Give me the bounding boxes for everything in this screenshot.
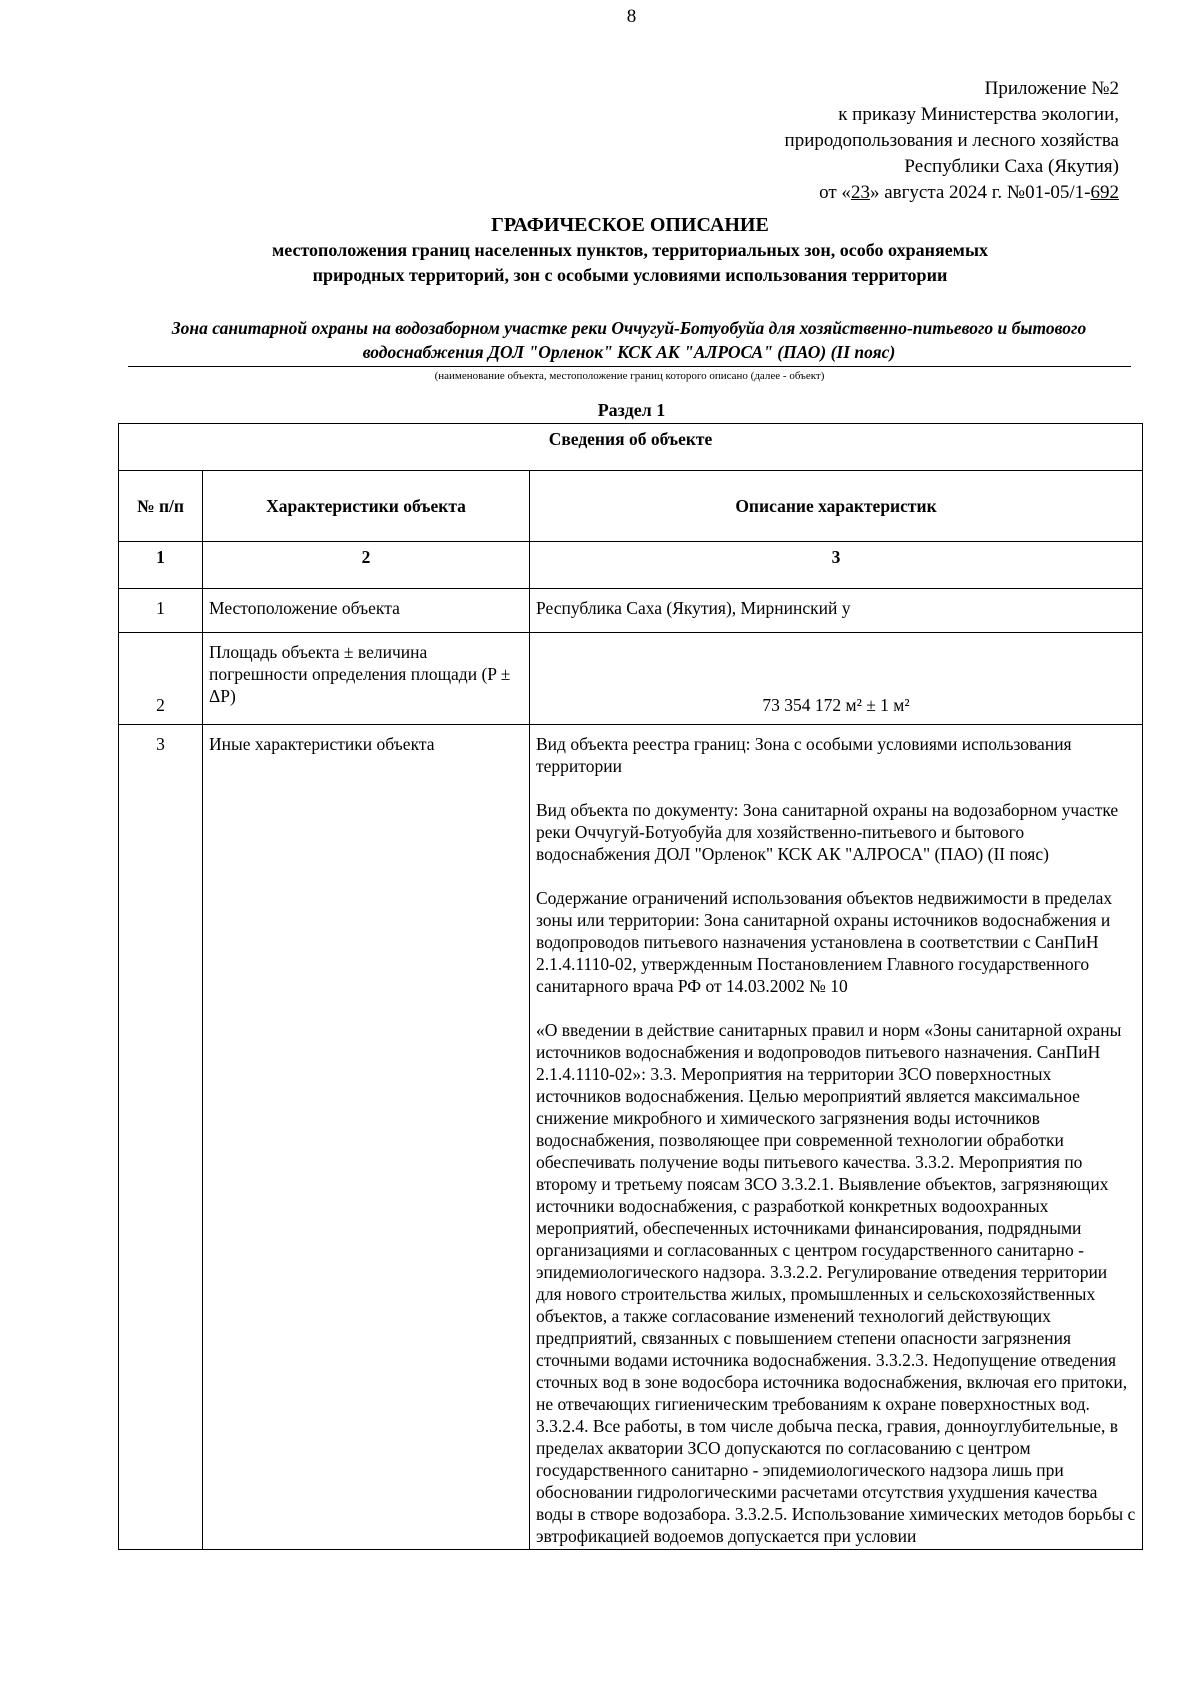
header-characteristic: Характеристики объекта [203, 471, 530, 542]
date-day: 23 [850, 182, 870, 203]
table-caption-row [119, 424, 1143, 471]
row-number: 2 [119, 633, 203, 725]
order-date-line [785, 180, 1119, 206]
row-description: Республика Саха (Якутия), Мирнинский у [530, 589, 1143, 633]
order-number: 692 [1090, 182, 1119, 203]
description-paragraph: «О введении в действие санитарных правил и норм «Зоны санитарной охраны источников водоснабжения и водопроводов питьевого назначения. СанПиН 2.1.4.1110-02»: 3.3. Мероприятия на территории ЗСО поверхностных источников водоснабжения. Целью мероприятий является максимальное снижение микробного и химического загрязнения воды источников водоснабжения, позволяющее при современной технологии обработки обеспечивать получение воды питьевого качества. 3.3.2. Мероприятия по второму и третьему поясам ЗСО 3.3.2.1. Выявление объектов, загрязняющих источники водоснабжения, с разработкой конкретных водоохранных мероприятий, обеспеченных источниками финансирования, подрядными организациями и согласованных с центром государственного санитарно - эпидемиологического надзора. 3.3.2.2. Регулирование отведения территории для нового строительства жилых, промышленных и сельскохозяйственных объектов, а также согласование изменений технологий действующих предприятий, связанных с повышением степени опасности загрязнения сточными водами источника водоснабжения. 3.3.2.3. Недопущение отведения сточных вод в зоне водосбора источника водоснабжения, включая его притоки, не отвечающих гигиеническим требованиям к охране поверхностных вод. 3.3.2.4. Все работы, в том числе добыча песка, гравия, донноуглубительные, в пределах акватории ЗСО допускаются по согласованию с центром государственного санитарно - эпидемиологического надзора лишь при обосновании гидрологическими расчетами отсутствия ухудшения качества воды в створе водозабора. 3.3.2.5. Использование химических методов борьбы с эвтрофикацией водоемов допускается при условии [536, 1020, 1136, 1546]
table-header-row [119, 471, 1143, 542]
column-number: 3 [530, 542, 1143, 589]
title-subtitle: местоположения границ населенных пунктов, территориальных зон, особо охраняемых природных территорий, зон с особыми условиями использования территории [271, 240, 988, 285]
appendix-line: природопользования и лесного хозяйства [784, 130, 1119, 151]
date-middle: » августа 2024 г. №01-05/1- [869, 182, 1091, 203]
row-characteristic: Иные характеристики объекта [203, 725, 530, 1550]
appendix-header [785, 76, 1119, 206]
header-number: № п/п [119, 471, 203, 542]
table-row [119, 589, 1143, 633]
table-caption: Сведения об объекте [119, 424, 1143, 471]
appendix-line: к приказу Министерства экологии, [838, 104, 1119, 125]
description-paragraph: Вид объекта по документу: Зона санитарной охраны на водозаборном участке реки Оччугуй-Ботуобуйа для хозяйственно-питьевого и бытового водоснабжения ДОЛ "Орленок" КСК АК "АЛРОСА" (ПАО) (II пояс) [536, 800, 1119, 864]
header-description: Описание характеристик [530, 471, 1143, 542]
column-number-row [119, 542, 1143, 589]
appendix-line: Республики Саха (Якутия) [904, 156, 1119, 177]
title-main: ГРАФИЧЕСКОЕ ОПИСАНИЕ [491, 214, 769, 236]
column-number: 2 [203, 542, 530, 589]
table-row [119, 633, 1143, 725]
row-number: 1 [119, 589, 203, 633]
object-name: Зона санитарной охраны на водозаборном участке реки Оччугуй-Ботуобуйа для хозяйственно-питьевого и бытового водоснабжения ДОЛ "Орленок" КСК АК "АЛРОСА" (ПАО) (II пояс) [171, 318, 1087, 362]
object-name-caption: (наименование объекта, местоположение границ которого описано (далее - объект) [434, 370, 825, 382]
row-description: 73 354 172 м² ± 1 м² [530, 633, 1143, 725]
section-title: Раздел 1 [597, 400, 666, 420]
description-paragraph: Вид объекта реестра границ: Зона с особыми условиями использования территории [536, 734, 1072, 776]
page-number: 8 [626, 6, 637, 27]
document-title [130, 212, 1130, 288]
row-description [530, 725, 1143, 1550]
date-prefix: от « [819, 182, 851, 203]
object-info-table [118, 423, 1143, 1550]
object-name-underline [128, 366, 1131, 367]
table-row [119, 725, 1143, 1550]
description-paragraph: Содержание ограничений использования объектов недвижимости в пределах зоны или территории: Зона санитарной охраны источников водоснабжения и водопроводов питьевого назначения установлена в соответствии с СанПиН 2.1.4.1110-02, утвержденным Постановлением Главного государственного санитарного врача РФ от 14.03.2002 № 10 [536, 888, 1113, 996]
row-characteristic: Местоположение объекта [203, 589, 530, 633]
column-number: 1 [119, 542, 203, 589]
appendix-line: Приложение №2 [984, 78, 1119, 99]
row-characteristic: Площадь объекта ± величина погрешности определения площади (P ± ΔP) [203, 633, 530, 725]
row-number: 3 [119, 725, 203, 1550]
